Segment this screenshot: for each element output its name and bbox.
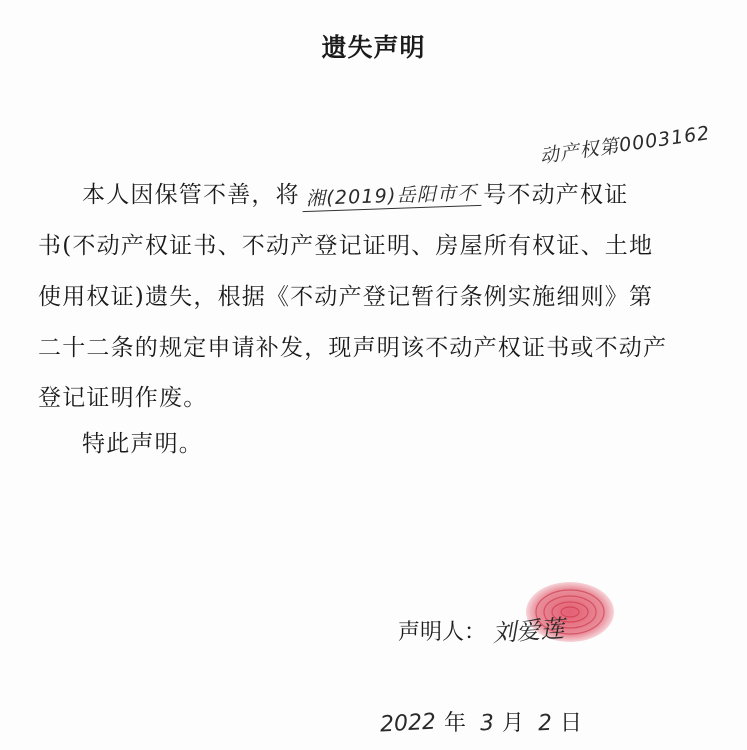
date-day: 2	[537, 710, 553, 737]
signature-row	[398, 611, 564, 646]
body-line-4: 二十二条的规定申请补发，现声明该不动产权证书或不动产	[38, 335, 668, 361]
date-year: 2022	[379, 709, 437, 738]
signature-name: 刘爱莲	[491, 614, 566, 648]
body-line-1	[82, 176, 628, 209]
body-line-3: 使用权证)遗失，根据《不动产登记暂行条例实施细则》第	[38, 284, 654, 310]
document-title: 遗失声明	[321, 33, 426, 62]
body-line-5: 登记证明作废。	[38, 385, 208, 411]
line1-prefix: 本人因保管不善，将	[82, 182, 300, 208]
date-month-unit: 月	[502, 711, 525, 736]
signature-label: 声明人：	[398, 620, 487, 645]
handwritten-cert-number: 动产权第0003162	[538, 122, 712, 168]
closing-statement: 特此声明。	[82, 431, 203, 457]
date-year-unit: 年	[444, 711, 467, 736]
date-month: 3	[479, 710, 495, 737]
body-line-2: 书(不动产权证书、不动产登记证明、房屋所有权证、土地	[38, 233, 654, 259]
date-day-unit: 日	[560, 711, 583, 736]
line1-suffix: 号不动产权证	[483, 182, 629, 208]
date-row	[380, 706, 596, 737]
handwritten-cert-fill: 湘(2019)岳阳市不	[301, 178, 481, 212]
